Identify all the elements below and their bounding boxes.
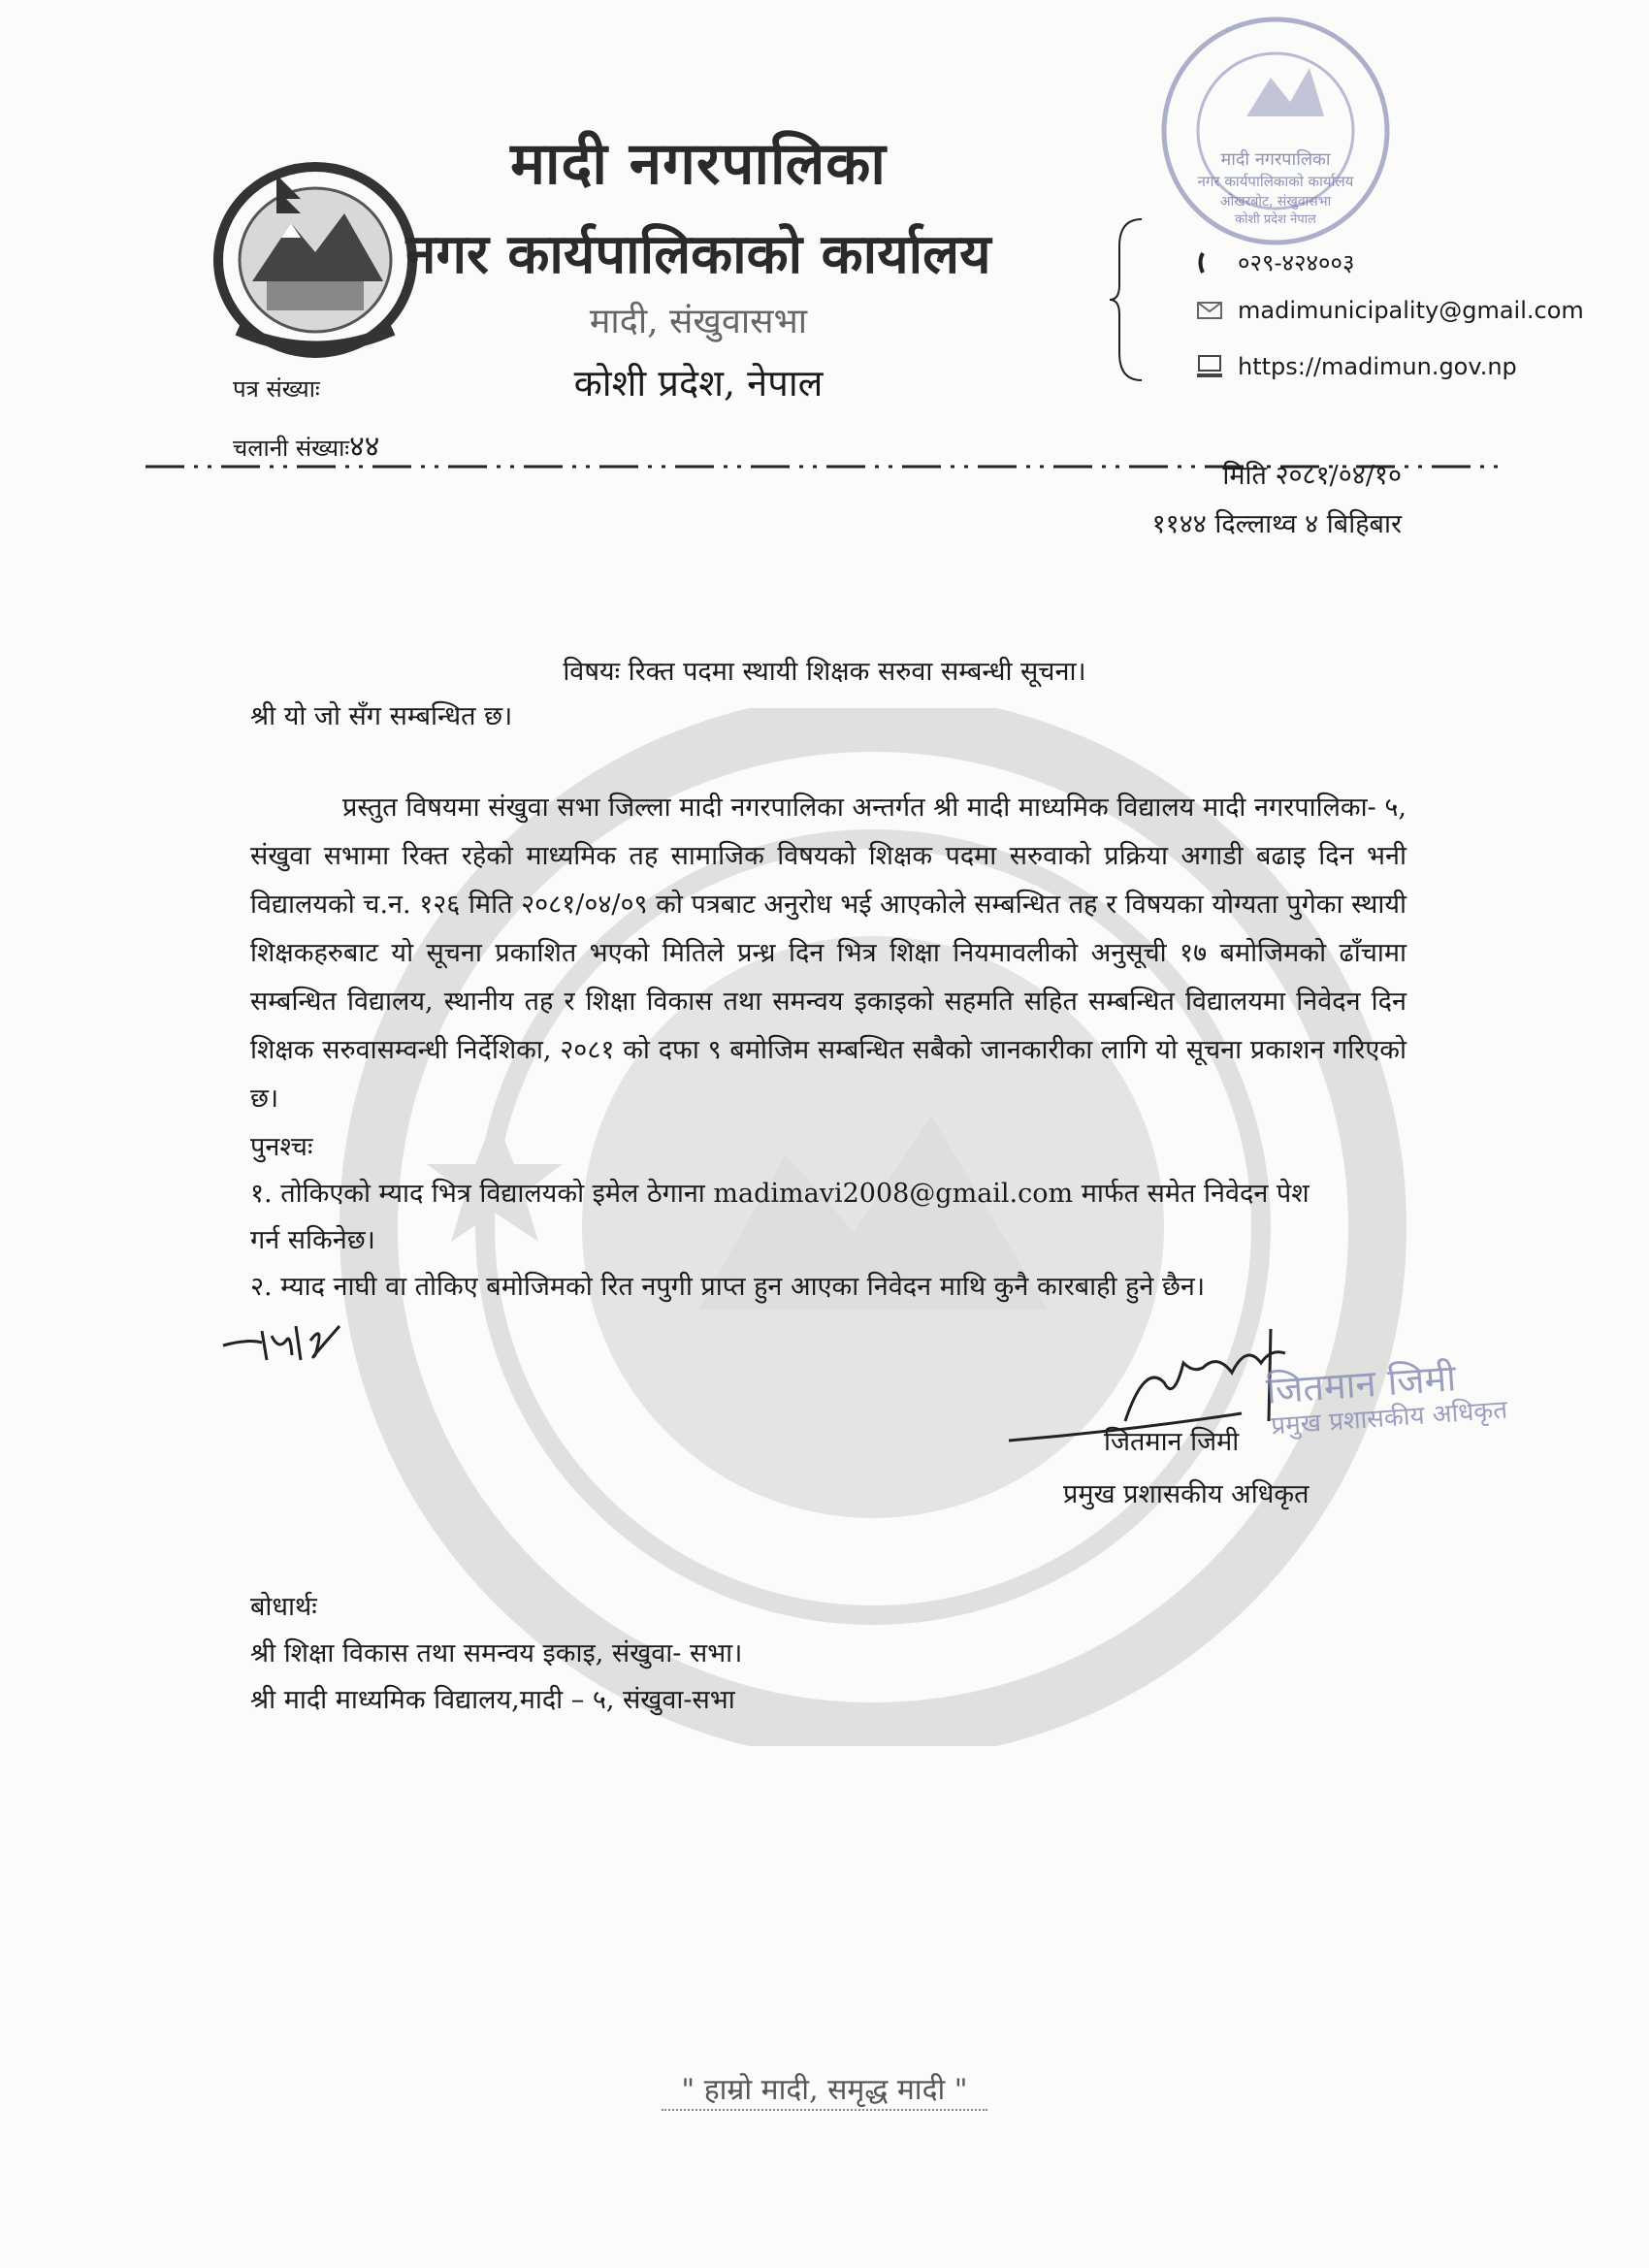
letter-date: मिति २०८१/०४/१० bbox=[1222, 461, 1402, 491]
footer-text: " हाम्रो मादी, समृद्ध मादी " bbox=[662, 2073, 986, 2111]
letter-subject: विषयः रिक्त पदमा स्थायी शिक्षक सरुवा सम्बन्धी सूचना। bbox=[563, 657, 1086, 687]
stamp-line1: मादी नगरपालिका bbox=[1220, 149, 1331, 170]
chalani-label: चलानी संख्याः bbox=[233, 435, 350, 462]
stamp-line2: नगर कार्यपालिकाको कार्यालय bbox=[1197, 173, 1354, 190]
stamp-line3: ओखरबोट, संखुवासभा bbox=[1219, 194, 1332, 210]
computer-icon bbox=[1195, 354, 1224, 379]
municipality-name: मादी नगरपालिका bbox=[510, 130, 887, 198]
contact-email bbox=[1195, 297, 1584, 324]
nepal-sambat-date: ११४४ दिल्लाथ्व ४ बिहिबार bbox=[1151, 509, 1402, 539]
email-icon bbox=[1195, 298, 1224, 323]
body-paragraph: प्रस्तुत विषयमा संखुवा सभा जिल्ला मादी नगरपालिका अन्तर्गत श्री मादी माध्यमिक विद्यालय मादी नगरपालिका- ५, संखुवा सभामा रिक्त रहेको माध्यमिक तह सामाजिक विषयको शिक्षक पदमा सरुवाको प्रक्रिया अगाडी बढाइ दिन भनी विद्यालयको च.न. १२६ मिति २०८१/०४/०९ को पत्रबाट अनुरोध भई आएकोले सम्बन्धित तह र विषयका योग्यता पुगेका स्थायी शिक्षकहरुबाट यो सूचना प्रकाशित भएको मितिले प्रन्ध्र दिन भित्र शिक्षा नियमावलीको अनुसूची १७ बमोजिमको ढाँचामा सम्बन्धित विद्यालय, स्थानीय तह र शिक्षा विकास तथा समन्वय इकाइको सहमति सहित सम्बन्धित विद्यालयमा निवेदन दिन शिक्षक सरुवासम्वन्धी निर्देशिका, २०८१ को दफा ९ बमोजिम सम्बन्धित सबैको जानकारीका लागि यो सूचना प्रकाशन गरिएको छ। bbox=[250, 793, 1406, 1114]
signer-name: जितमान जिमी bbox=[1104, 1427, 1240, 1457]
signer-title: प्रमुख प्रशासकीय अधिकृत bbox=[1063, 1479, 1310, 1509]
chalani-value: ४४ bbox=[349, 430, 380, 464]
website-link[interactable]: https://madimun.gov.np bbox=[1238, 353, 1517, 380]
signature-stamp-title: प्रमुख प्रशासकीय अधिकृत bbox=[1270, 1395, 1508, 1442]
salutation: श्री यो जो सँग सम्बन्धित छ। bbox=[250, 701, 513, 731]
postscript-item-1: १. तोकिएको म्याद भित्र विद्यालयको इमेल ठेगाना madimavi2008@gmail.com मार्फत समेत निवेदन पेश bbox=[250, 1179, 1310, 1209]
email-address[interactable]: madimunicipality@gmail.com bbox=[1238, 297, 1584, 324]
contact-brace bbox=[1108, 217, 1147, 382]
footer-slogan bbox=[0, 2068, 1649, 2108]
cc-label: बोधार्थः bbox=[250, 1592, 317, 1622]
patra-sankhya-label: पत्र संख्याः bbox=[233, 375, 320, 403]
stamp-line4: कोशी प्रदेश नेपाल bbox=[1235, 212, 1316, 227]
postscript-item-1-cont: गर्न सकिनेछ। bbox=[250, 1225, 375, 1255]
initials-signature bbox=[218, 1312, 354, 1370]
office-location: मादी, संखुवासभा bbox=[589, 302, 808, 341]
phone-icon bbox=[1195, 250, 1224, 275]
postscript-label: पुनश्चः bbox=[250, 1132, 313, 1162]
office-stamp bbox=[1154, 10, 1397, 252]
contact-phone bbox=[1195, 246, 1354, 278]
chalani-sankhya bbox=[233, 425, 379, 465]
province-name: कोशी प्रदेश, नेपाल bbox=[573, 362, 824, 405]
postscript-item-2: २. म्याद नाघी वा तोकिए बमोजिमको रित नपुगी प्राप्त हुन आएका निवेदन माथि कुनै कारबाही हुने छैन। bbox=[250, 1272, 1206, 1302]
cc-line-1: श्री शिक्षा विकास तथा समन्वय इकाइ, संखुवा- सभा। bbox=[250, 1638, 743, 1669]
signature-stamp-name: जितमान जिमी bbox=[1264, 1356, 1458, 1412]
cc-line-2: श्री मादी माध्यमिक विद्यालय,मादी – ५, संखुवा-सभा bbox=[250, 1685, 735, 1715]
office-name: नगर कार्यपालिकाको कार्यालय bbox=[405, 222, 991, 286]
phone-number: ०२९-४२४००३ bbox=[1238, 249, 1355, 276]
contact-website bbox=[1195, 353, 1517, 380]
